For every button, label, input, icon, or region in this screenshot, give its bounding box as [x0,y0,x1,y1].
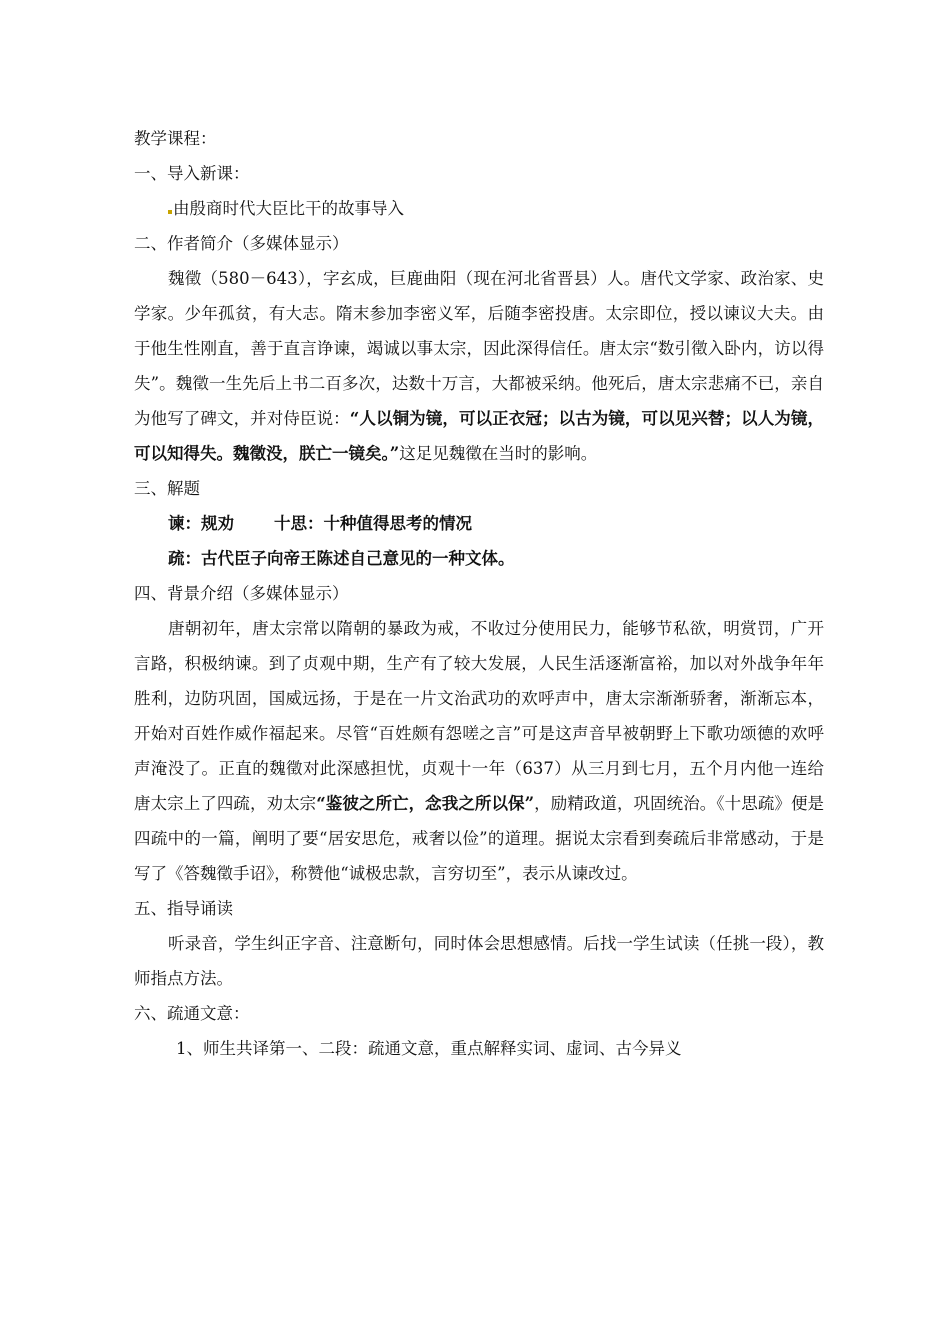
section-4-title: 四、背景介绍（多媒体显示） [134,584,349,603]
section-2-text: 魏徵（580－643），字玄成，巨鹿曲阳（现在河北省晋县）人。唐代文学家、政治家、史学家。少年孤贫，有大志。隋末参加李密义军，后随李密投唐。太宗即位，授以谏议大夫。由于他生性刚直，善于直言诤谏，竭诚以事太宗，因此深得信任。唐太宗“数引徵入卧内，访以得失”。魏徵一生先后上书二百多次，达数十万言，大都被采纳。他死后，唐太宗悲痛不已，亲自为他写了碑文，并对侍臣说： [134,269,824,428]
yellow-mark-icon [168,210,172,214]
section-4-text: 唐朝初年，唐太宗常以隋朝的暴政为戒，不收过分使用民力，能够节私欲，明赏罚，广开言路，积极纳谏。到了贞观中期，生产有了较大发展，人民生活逐渐富裕，加以对外战争年年胜利，边防巩固，国威远扬，于是在一片文治武功的欢呼声中，唐太宗渐渐骄奢，渐渐忘本，开始对百姓作威作福起来。尽管“百姓颇有怨嗟之言”可是这声音早被朝野上下歌功颂德的欢呼声淹没了。正直的魏徵对此深感担忧，贞观十一年（637）从三月到七月，五个月内他一连给唐太宗上了四疏，劝太宗 [134,619,824,813]
section-5-paragraph: 听录音，学生纠正字音、注意断句，同时体会思想感情。后找一学生试读（任挑一段），教师指点方法。 [134,934,824,988]
section-1-text: 由殷商时代大臣比干的故事导入 [173,199,404,218]
section-6-title: 六、疏通文意： [134,1004,250,1023]
section-3-definitions-line [134,506,824,541]
section-4-text-end: ，励精政道，巩固统治。《十思疏》便是四疏中的一篇，阐明了要“居安思危，戒奢以俭”的道理。据说太宗看到奏疏后非常感动，于是写了《答魏徵手诏》，称赞他“诚极忠款，言穷切至”，表示从谏改过。 [134,794,825,883]
section-4-quote: “鉴彼之所亡，念我之所以保” [316,794,535,813]
section-4-paragraph [134,611,824,891]
section-6-item-1: 1、师生共译第一、二段：疏通文意，重点解释实词、虚词、古今异义 [176,1039,682,1058]
document-body [134,121,824,1066]
definition-jian: 谏：规劝 [168,514,234,533]
section-2-quote: “人以铜为镜，可以正衣冠；以古为镜，可以见兴替；以人为镜，可以知得失。魏徵没，朕亡一镜矣。” [134,409,825,463]
section-2-paragraph [134,261,824,471]
definition-shu: 疏：古代臣子向帝王陈述自己意见的一种文体。 [168,549,515,568]
document-heading: 教学课程： [134,129,217,148]
section-5-title: 五、指导诵读 [134,899,233,918]
definition-shisi: 十思：十种值得思考的情况 [274,514,472,533]
section-3-title: 三、解题 [134,479,200,498]
section-1-text-line [134,191,824,226]
section-2-title: 二、作者简介（多媒体显示） [134,234,349,253]
section-2-text-end: 这足见魏徵在当时的影响。 [399,444,598,463]
section-1-title: 一、导入新课： [134,164,250,183]
